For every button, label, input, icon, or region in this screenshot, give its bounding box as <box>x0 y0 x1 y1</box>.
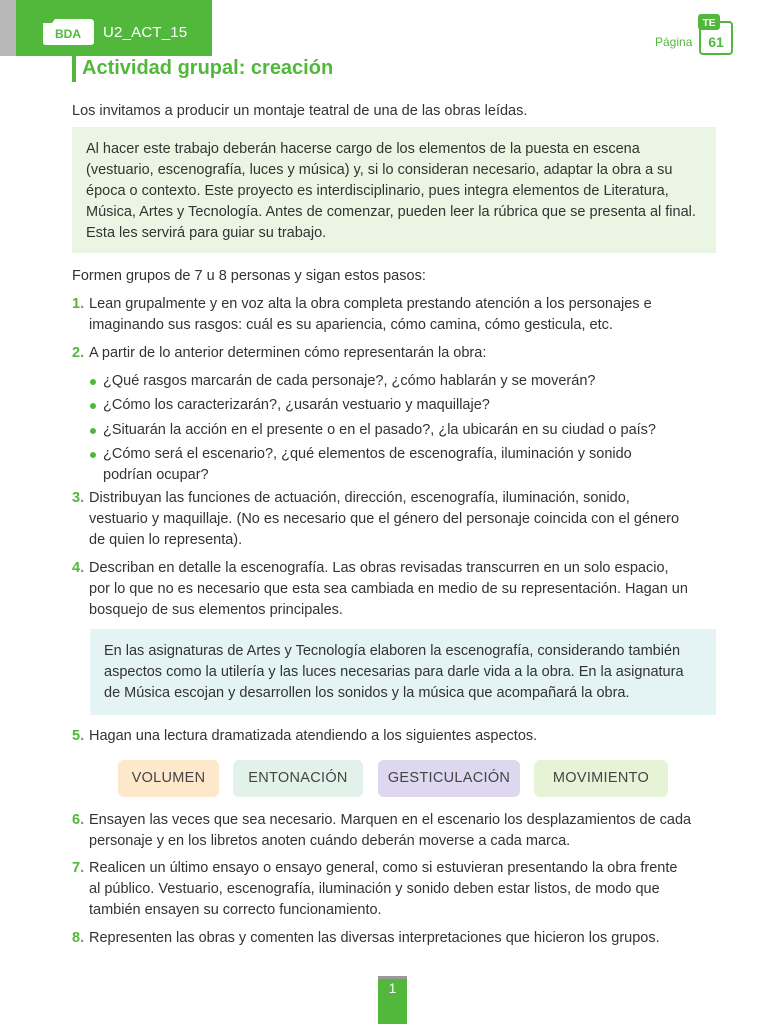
step-number: 5. <box>72 728 85 744</box>
tag-movimiento: MOVIMIENTO <box>534 760 668 797</box>
text-line: (vestuario, escenografía, luces y música) y, si lo consideran necesario, adaptar la obra a su <box>86 162 673 178</box>
text-line: Hagan una lectura dramatizada atendiendo a los siguientes aspectos. <box>89 728 538 744</box>
tag-volumen: VOLUMEN <box>118 760 219 797</box>
text-line: Música, Artes y Tecnología. Antes de comenzar, pueden leer la rúbrica que se presenta al final. <box>86 204 696 220</box>
step-number: 6. <box>72 812 85 828</box>
header-bar <box>0 0 768 56</box>
header-gray-strip <box>0 0 16 56</box>
step-number: 1. <box>72 296 85 312</box>
text-line: ¿Cómo los caracterizarán?, ¿usarán vestuario y maquillaje? <box>103 397 490 413</box>
step-item-7 <box>72 858 722 921</box>
page-title: Actividad grupal: creación <box>82 57 334 79</box>
bullet-dot-icon <box>90 403 96 409</box>
text-line: de Música escojan y desarrollen los sonidos y la música que acompañará la obra. <box>104 685 630 701</box>
logo-text: BDA <box>55 27 81 41</box>
step-text <box>89 928 722 949</box>
text-line: también ensayen su correcto funcionamiento. <box>89 902 382 918</box>
step-item-4 <box>72 558 722 621</box>
text-line: época o contexto. Este proyecto es interdisciplinario, pues integra elementos de Literatura, <box>86 183 669 199</box>
bullet-text <box>103 371 722 392</box>
step-number: 8. <box>72 930 85 946</box>
text-line: por lo que no es necesario que esta sea cambiada en medio de su representación. Hagan un <box>89 581 688 597</box>
step-item-6 <box>72 810 722 852</box>
text-line: En las asignaturas de Artes y Tecnología elaboren la escenografía, considerando también <box>104 643 681 659</box>
step-item-8 <box>72 928 722 949</box>
text-line: imaginando sus rasgos: cuál es su apariencia, cómo camina, cómo gesticula, etc. <box>89 317 613 333</box>
text-line: Describan en detalle la escenografía. Las obras revisadas transcurren en un solo espacio, <box>89 560 669 576</box>
bda-logo-icon <box>40 17 96 47</box>
page-number: 61 <box>708 34 724 50</box>
bullet-text <box>103 420 722 441</box>
step-item-5 <box>72 726 722 747</box>
text-line: Representen las obras y comenten las diversas interpretaciones que hicieron los grupos. <box>89 930 660 946</box>
tag-gesticulacion: GESTICULACIÓN <box>378 760 520 797</box>
text-line: Ensayen las veces que sea necesario. Marquen en el escenario los desplazamientos de cada <box>89 812 692 828</box>
step-text <box>89 726 722 747</box>
info-box-green-text <box>86 139 702 244</box>
step-text <box>89 858 722 921</box>
text-line: ¿Situarán la acción en el presente o en el pasado?, ¿la ubicarán en su ciudad o país? <box>103 422 656 438</box>
text-line: vestuario y maquillaje. (No es necesario que el género del personaje coincida con el género <box>89 511 680 527</box>
text-line: bosquejo de sus elementos principales. <box>89 602 343 618</box>
bullet-item-3 <box>90 420 722 441</box>
text-line: Realicen un último ensayo o ensayo general, como si estuvieran presentando la obra frente <box>89 860 678 876</box>
info-box-green <box>72 127 716 253</box>
text-line: Esta les servirá para guiar su trabajo. <box>86 225 327 241</box>
step-item-3 <box>72 488 722 551</box>
step-item-1 <box>72 294 722 336</box>
text-line: personaje y en los libretos anoten cuándo deberán moverse a cada marca. <box>89 833 571 849</box>
text-line: aspectos como la utilería y las luces necesarias para darle vida a la obra. En la asignatura <box>104 664 684 680</box>
text-line: ¿Cómo será el escenario?, ¿qué elementos de escenografía, iluminación y sonido <box>103 446 632 462</box>
step-number: 4. <box>72 560 85 576</box>
title-accent-bar <box>72 56 76 82</box>
te-badge-text: TE <box>702 18 716 29</box>
activity-code: U2_ACT_15 <box>103 24 188 41</box>
info-box-blue-text <box>104 641 702 704</box>
step-text <box>89 343 722 364</box>
step-text <box>89 488 722 551</box>
steps-heading: Formen grupos de 7 u 8 personas y sigan estos pasos: <box>72 268 426 284</box>
text-line: Lean grupalmente y en voz alta la obra completa prestando atención a los personajes e <box>89 296 652 312</box>
bullet-text <box>103 444 722 486</box>
tag-entonacion: ENTONACIÓN <box>233 760 363 797</box>
text-line: A partir de lo anterior determinen cómo representarán la obra: <box>89 345 487 361</box>
text-line: de quien lo representa). <box>89 532 243 548</box>
bullet-item-4 <box>90 444 722 486</box>
text-line: Al hacer este trabajo deberán hacerse cargo de los elementos de la puesta en escena <box>86 141 640 157</box>
bullet-dot-icon <box>90 452 96 458</box>
intro-text: Los invitamos a producir un montaje teatral de una de las obras leídas. <box>72 103 528 119</box>
step-number: 3. <box>72 490 85 506</box>
info-box-blue <box>90 629 716 715</box>
step-item-2 <box>72 343 722 364</box>
step-number: 2. <box>72 345 85 361</box>
step-text <box>89 810 722 852</box>
bullet-item-1 <box>90 371 722 392</box>
step-number: 7. <box>72 860 85 876</box>
step-text <box>89 558 722 621</box>
text-line: al público. Vestuario, escenografía, iluminación y sonido deben estar listos, de modo que <box>89 881 660 897</box>
bullet-dot-icon <box>90 428 96 434</box>
bullet-text <box>103 395 722 416</box>
text-line: Distribuyan las funciones de actuación, dirección, escenografía, iluminación, sonido, <box>89 490 630 506</box>
bullet-dot-icon <box>90 379 96 385</box>
text-line: podrían ocupar? <box>103 467 209 483</box>
step-text <box>89 294 722 336</box>
text-line: ¿Qué rasgos marcarán de cada personaje?, ¿cómo hablarán y se moverán? <box>103 373 596 389</box>
bullet-item-2 <box>90 395 722 416</box>
pagina-label: Página <box>655 35 693 49</box>
footer-page-number: 1 <box>388 980 397 996</box>
